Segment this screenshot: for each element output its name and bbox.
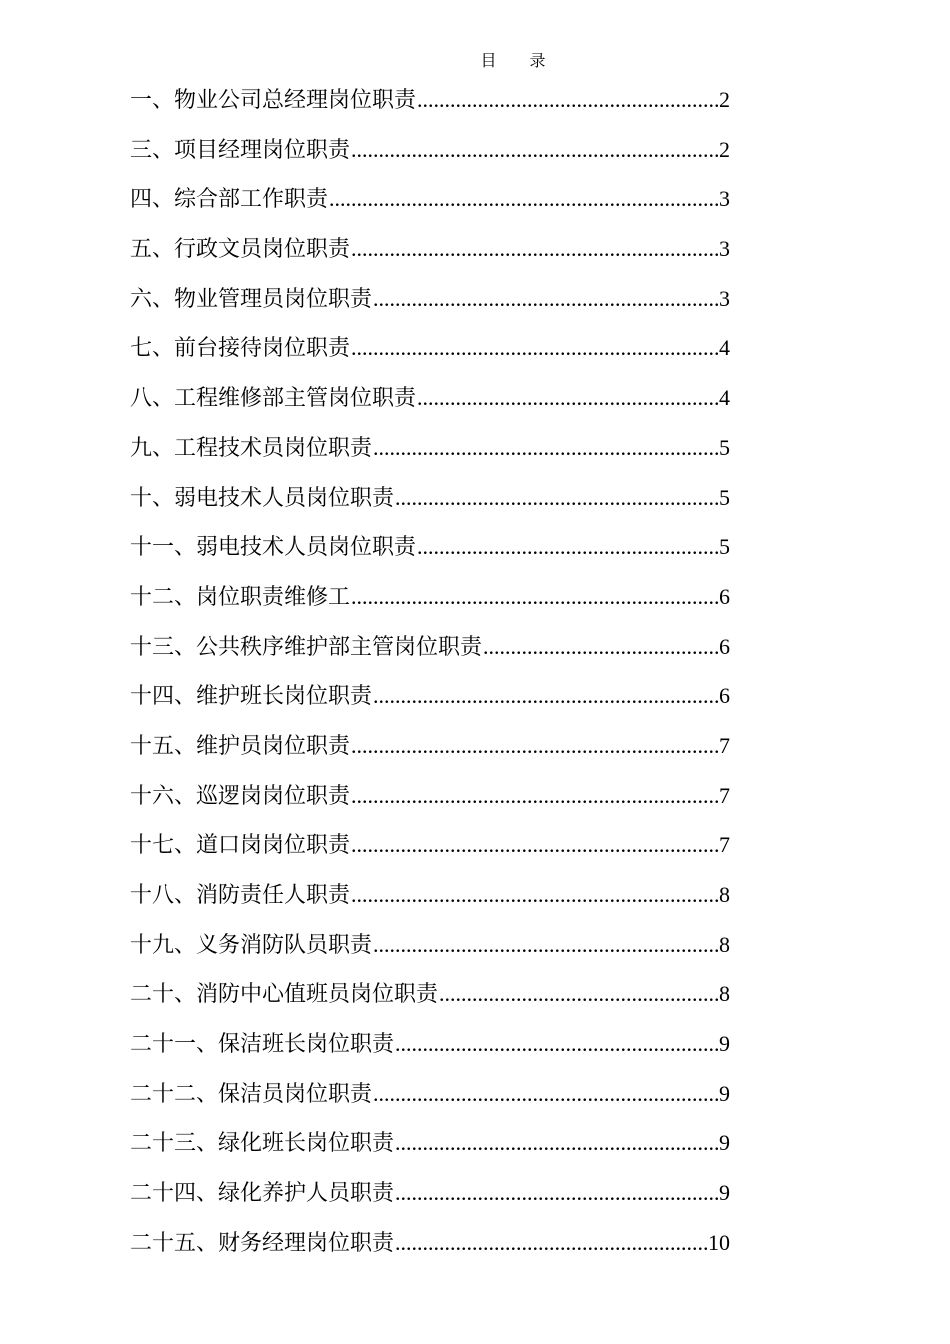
toc-entry-page-number: 6: [719, 583, 730, 609]
toc-entry-label: 六、物业管理员岗位职责: [130, 286, 373, 312]
toc-entry[interactable]: [130, 1074, 730, 1124]
toc-entry-page-number: 7: [719, 782, 730, 808]
dot-leader: [395, 1223, 707, 1263]
dot-leader: [417, 378, 718, 418]
toc-entry[interactable]: [130, 378, 730, 428]
toc-entry[interactable]: [130, 925, 730, 975]
toc-entry[interactable]: [130, 627, 730, 677]
toc-list: [130, 80, 730, 1273]
toc-entry-page-number: 9: [719, 1031, 730, 1057]
toc-entry-label: 十三、公共秩序维护部主管岗位职责: [130, 634, 483, 660]
toc-entry-label: 十二、岗位职责维修工: [130, 584, 351, 610]
toc-entry[interactable]: [130, 676, 730, 726]
toc-entry-page-number: 9: [719, 1130, 730, 1156]
toc-entry-page-number: 7: [719, 732, 730, 758]
toc-entry-page-number: 9: [719, 1080, 730, 1106]
dot-leader: [351, 229, 718, 269]
toc-entry-page-number: 2: [719, 87, 730, 112]
toc-entry[interactable]: [130, 527, 730, 577]
toc-entry-label: 十四、维护班长岗位职责: [130, 684, 373, 710]
dot-leader: [373, 925, 718, 965]
toc-entry-page-number: 9: [719, 1180, 730, 1206]
toc-entry[interactable]: [130, 1223, 730, 1273]
toc-entry-page-number: 8: [719, 981, 730, 1007]
toc-entry-page-number: 6: [719, 683, 730, 709]
dot-leader: [439, 974, 718, 1014]
toc-entry-page-number: 4: [719, 385, 730, 411]
toc-entry[interactable]: [130, 328, 730, 378]
toc-entry[interactable]: [130, 776, 730, 826]
toc-entry-page-number: 8: [719, 882, 730, 907]
toc-entry-label: 二十五、财务经理岗位职责: [130, 1230, 395, 1256]
toc-entry[interactable]: [130, 279, 730, 329]
toc-entry-page-number: 6: [719, 633, 730, 659]
toc-entry-page-number: 5: [719, 534, 730, 560]
toc-entry[interactable]: [130, 1123, 730, 1173]
toc-entry-page-number: 7: [719, 832, 730, 858]
dot-leader: [373, 1074, 718, 1114]
toc-entry[interactable]: [130, 825, 730, 875]
toc-entry-label: 十一、弱电技术人员岗位职责: [130, 535, 417, 561]
toc-entry-page-number: 3: [719, 285, 730, 311]
toc-entry-page-number: 5: [719, 484, 730, 510]
dot-leader: [417, 527, 718, 567]
toc-entry[interactable]: [130, 130, 730, 180]
dot-leader: [395, 478, 718, 518]
dot-leader: [395, 1123, 718, 1163]
toc-entry-label: 二十、消防中心值班员岗位职责: [130, 982, 439, 1008]
dot-leader: [351, 130, 718, 170]
toc-entry-label: 四、综合部工作职责: [130, 187, 329, 213]
dot-leader: [351, 577, 718, 617]
toc-entry-label: 七、前台接待岗位职责: [130, 336, 351, 362]
toc-entry-page-number: 3: [719, 236, 730, 262]
toc-entry-label: 十五、维护员岗位职责: [130, 733, 351, 759]
toc-entry-label: 二十四、绿化养护人员职责: [130, 1181, 395, 1207]
toc-entry[interactable]: [130, 974, 730, 1024]
toc-entry-page-number: 10: [708, 1229, 730, 1255]
toc-entry[interactable]: [130, 1024, 730, 1074]
toc-entry-label: 十八、消防责任人职责: [130, 883, 351, 908]
dot-leader: [395, 1173, 718, 1213]
toc-entry-label: 二十一、保洁班长岗位职责: [130, 1032, 395, 1058]
toc-entry[interactable]: [130, 726, 730, 776]
toc-entry-page-number: 3: [719, 186, 730, 212]
toc-entry-page-number: 8: [719, 931, 730, 957]
toc-entry-label: 八、工程维修部主管岗位职责: [130, 386, 417, 412]
toc-entry[interactable]: [130, 478, 730, 528]
toc-entry-label: 二十三、绿化班长岗位职责: [130, 1131, 395, 1157]
toc-entry-label: 一、物业公司总经理岗位职责: [130, 88, 417, 113]
dot-leader: [483, 627, 718, 667]
dot-leader: [351, 776, 718, 816]
toc-entry[interactable]: [130, 577, 730, 627]
dot-leader: [395, 1024, 718, 1064]
toc-entry[interactable]: [130, 179, 730, 229]
toc-entry-page-number: 2: [719, 136, 730, 162]
dot-leader: [329, 179, 718, 219]
toc-entry-label: 十、弱电技术人员岗位职责: [130, 485, 395, 511]
toc-entry[interactable]: [130, 875, 730, 925]
toc-entry-label: 二十二、保洁员岗位职责: [130, 1081, 373, 1107]
dot-leader: [351, 328, 718, 368]
dot-leader: [351, 726, 718, 766]
toc-entry-label: 三、项目经理岗位职责: [130, 137, 351, 163]
toc-entry-label: 十六、巡逻岗岗位职责: [130, 783, 351, 809]
dot-leader: [373, 279, 718, 319]
toc-entry-page-number: 5: [719, 434, 730, 460]
toc-entry[interactable]: [130, 229, 730, 279]
toc-entry[interactable]: [130, 80, 730, 130]
toc-entry-label: 十九、义务消防队员职责: [130, 932, 373, 958]
toc-entry-page-number: 4: [719, 335, 730, 361]
dot-leader: [351, 875, 718, 915]
toc-entry[interactable]: [130, 428, 730, 478]
dot-leader: [351, 825, 718, 865]
dot-leader: [373, 428, 718, 468]
toc-title: 目 录: [480, 51, 560, 70]
toc-entry-label: 十七、道口岗岗位职责: [130, 833, 351, 859]
toc-entry-label: 五、行政文员岗位职责: [130, 237, 351, 263]
dot-leader: [373, 676, 718, 716]
dot-leader: [417, 80, 718, 120]
toc-entry-label: 九、工程技术员岗位职责: [130, 435, 373, 461]
toc-entry[interactable]: [130, 1173, 730, 1223]
